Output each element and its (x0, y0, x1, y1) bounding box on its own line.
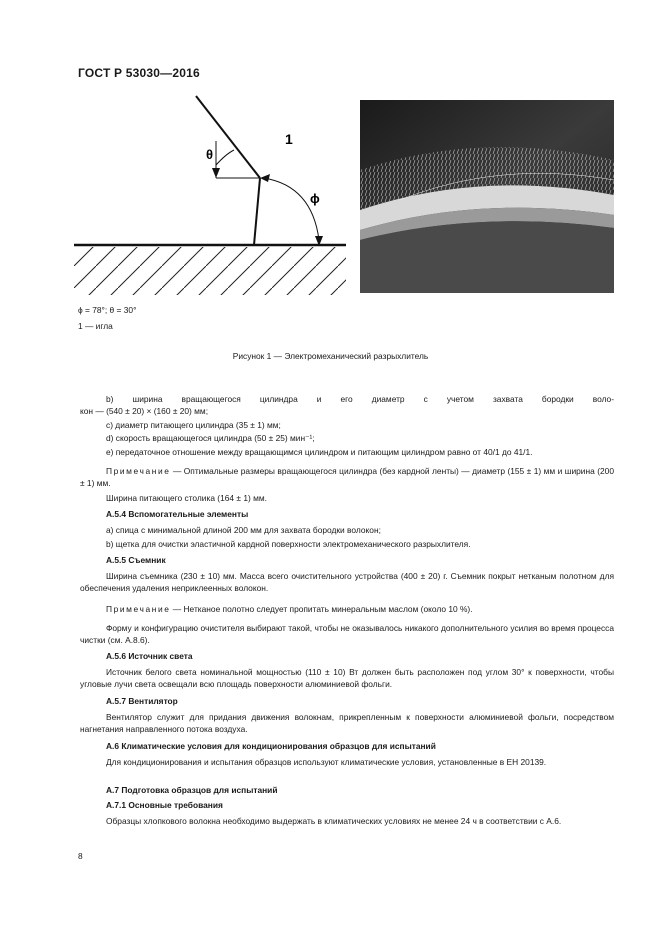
a57-text: Вентилятор служит для придания движения волокнам, прикрепленным к поверхности алюминиевой фольги, посредством нагнетания направленного потока воздуха. (80, 712, 614, 735)
legend-angles: ϕ = 78°; θ = 30° (78, 305, 137, 315)
legend-item: 1 — игла (78, 321, 113, 331)
theta-arrow-icon (212, 168, 220, 178)
figure-caption: Рисунок 1 — Электромеханический разрыхлитель (232, 351, 429, 361)
note-1-label: Примечание (106, 466, 171, 476)
a55-text: Ширина съемника (230 ± 10) мм. Масса всего очистительного устройства (400 ± 20) г. Съемник покрыт нетканым полотном для обеспечения удаления неприклеенных волокон. (80, 571, 614, 594)
item-d: d) скорость вращающегося цилиндра (50 ± 25) мин⁻¹; (106, 433, 315, 443)
figure-label-1: 1 (285, 131, 293, 147)
heading-a6: А.6 Климатические условия для кондиционирования образцов для испытаний (106, 741, 436, 751)
a56-text: Источник белого света номинальной мощностью (110 ± 10) Вт должен быть расположен под углом 30° к поверхности, чтобы угловые лучи света освещали всю площадь поверхности алюминиевой фольги. (80, 667, 614, 690)
heading-a56: А.5.6 Источник света (106, 651, 193, 661)
needle-shape (196, 96, 260, 245)
heading-a7: А.7 Подготовка образцов для испытаний (106, 785, 278, 795)
a54-item-b: b) щетка для очистки эластичной кардной поверхности электромеханического разрыхлителя. (106, 539, 471, 549)
page-number: 8 (78, 851, 83, 861)
card-clothing-photo (360, 100, 614, 293)
item-e: e) передаточное отношение между вращающимся цилиндром и питающим цилиндром равно от 40/1 до 41/1. (106, 447, 533, 457)
needle-angle-diagram (74, 90, 350, 296)
note-2 (80, 603, 614, 615)
a71-text: Образцы хлопкового волокна необходимо выдержать в климатических условиях не менее 24 ч в соответствии с А.6. (106, 816, 562, 826)
phi-arrow-start-icon (260, 174, 270, 182)
heading-a54: А.5.4 Вспомогательные элементы (106, 509, 249, 519)
note-2-text: — Нетканое полотно следует пропитать минеральным маслом (около 10 %). (170, 604, 473, 614)
heading-a55: А.5.5 Съемник (106, 555, 166, 565)
phi-label: ϕ (310, 191, 320, 206)
note-1-text: — Оптимальные размеры вращающегося цилиндра (без кардной ленты) — диаметр (155 ± 1) мм и ширина (200 ± 1) мм. (80, 466, 614, 489)
item-b (80, 393, 614, 418)
a54-item-a: a) спица с минимальной длиной 200 мм для захвата бородки волокон; (106, 525, 381, 535)
document-header: ГОСТ Р 53030—2016 (78, 66, 200, 80)
angle-arcs (216, 150, 319, 240)
note-1 (80, 465, 614, 490)
note-2-label: Примечание (106, 604, 171, 614)
theta-label: θ (206, 147, 214, 162)
base-surface (74, 245, 346, 295)
a6-text: Для кондиционирования и испытания образцов используют климатические условия, установленные в ЕН 20139. (106, 757, 547, 767)
item-b-line1: b) ширина вращающегося цилиндра и его диаметр с учетом захвата бородки воло- (106, 394, 614, 404)
item-c: c) диаметр питающего цилиндра (35 ± 1) мм; (106, 420, 281, 430)
feed-table-width: Ширина питающего столика (164 ± 1) мм. (106, 493, 267, 503)
cleaner-config-text: Форму и конфигурацию очистителя выбирают такой, чтобы не оказывалось никакого дополнительного усилия во время процесса чистки (см. А.8.6). (80, 623, 614, 646)
heading-a57: А.5.7 Вентилятор (106, 696, 178, 706)
heading-a71: А.7.1 Основные требования (106, 800, 223, 810)
item-b-line2: кон — (540 ± 20) × (160 ± 20) мм; (80, 406, 209, 417)
